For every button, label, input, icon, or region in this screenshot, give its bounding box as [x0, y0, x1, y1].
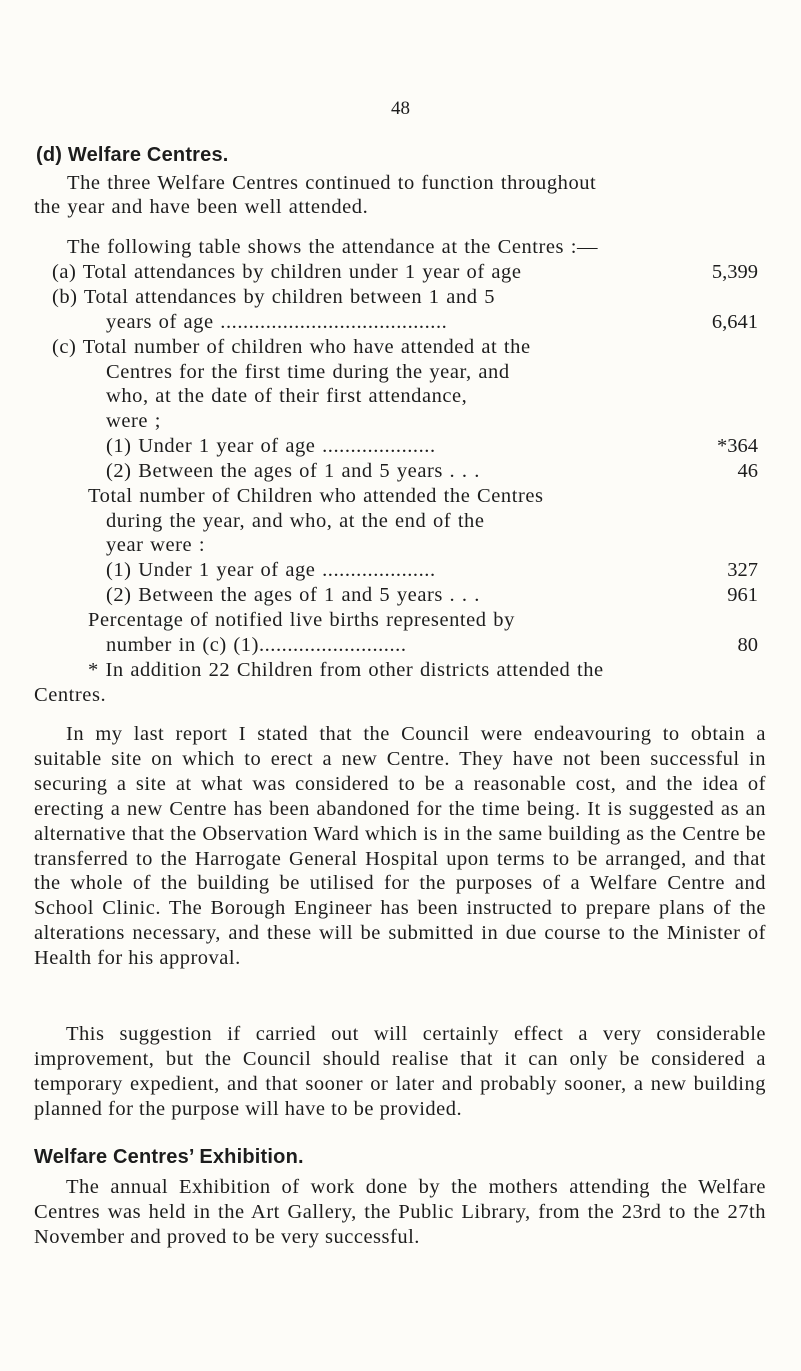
percentage-value: 80	[737, 634, 758, 656]
item-a-value: 5,399	[711, 261, 758, 283]
item-b-text-2: years of age ........................................	[106, 311, 448, 333]
item-c-text: (c) Total number of children who have attended at the	[52, 336, 531, 358]
total-text: Total number of Children who attended the Centres	[88, 485, 544, 507]
item-c-text-3: who, at the date of their first attendance,	[106, 385, 468, 407]
item-c-text-4: were ;	[106, 410, 161, 432]
item-b-value: 6,641	[711, 311, 758, 333]
total-2-text: (2) Between the ages of 1 and 5 years . . .	[106, 584, 480, 606]
section-heading-welfare-centres: (d) Welfare Centres.	[36, 144, 229, 166]
total-1-text: (1) Under 1 year of age ....................	[106, 559, 436, 581]
percentage-text: Percentage of notified live births represented by	[88, 609, 515, 631]
section-heading-exhibition: Welfare Centres’ Exhibition.	[34, 1146, 304, 1168]
percentage-text-2: number in (c) (1)..........................	[106, 634, 407, 656]
item-b-text: (b) Total attendances by children between 1 and 5	[52, 286, 495, 308]
item-a-text: (a) Total attendances by children under 1 year of age	[52, 261, 522, 283]
item-c2-text: (2) Between the ages of 1 and 5 years . . .	[106, 460, 480, 482]
item-c1-text: (1) Under 1 year of age ....................	[106, 435, 436, 457]
footnote-2: Centres.	[34, 684, 107, 706]
table-intro: The following table shows the attendance at the Centres :—	[67, 236, 599, 258]
paragraph-exhibition: The annual Exhibition of work done by the mothers attending the Welfare Centres was held in the Art Gallery, the Public Library, from the 23rd to the 27th November and proved to be very successful.	[34, 1176, 766, 1248]
total-text-3: year were :	[106, 534, 206, 556]
item-c2-value: 46	[737, 460, 758, 482]
page-number: 48	[391, 98, 410, 119]
paragraph-new-centre: In my last report I stated that the Council were endeavouring to obtain a suitable site on which to erect a new Centre. They have not been successful in securing a site at what was considered to be a reasonable cost, and the idea of erecting a new Centre has been abandoned for the time being. It is suggested as an alternative that the Observation Ward which is in the same building as the Centre be transferred to the Harrogate General Hospital upon terms to be arranged, and that the whole of the building be utilised for the purposes of a Welfare Centre and School Clinic. The Borough Engineer has been instructed to prepare plans of the alterations necessary, and these will be submitted in due course to the Minister of Health for his approval.	[34, 723, 766, 970]
intro-line-1: The three Welfare Centres continued to function throughout	[67, 172, 597, 194]
total-text-2: during the year, and who, at the end of the	[106, 510, 485, 532]
item-c1-value: *364	[717, 435, 758, 457]
footnote: * In addition 22 Children from other districts attended the	[88, 659, 604, 681]
paragraph-suggestion: This suggestion if carried out will certainly effect a very considerable improvement, but the Council should realise that it can only be considered a temporary expedient, and that sooner or later and probably sooner, a new building planned for the purpose will have to be provided.	[34, 1023, 766, 1120]
total-2-value: 961	[727, 584, 758, 606]
intro-line-2: the year and have been well attended.	[34, 196, 369, 218]
total-1-value: 327	[727, 559, 758, 581]
item-c-text-2: Centres for the first time during the year, and	[106, 361, 510, 383]
